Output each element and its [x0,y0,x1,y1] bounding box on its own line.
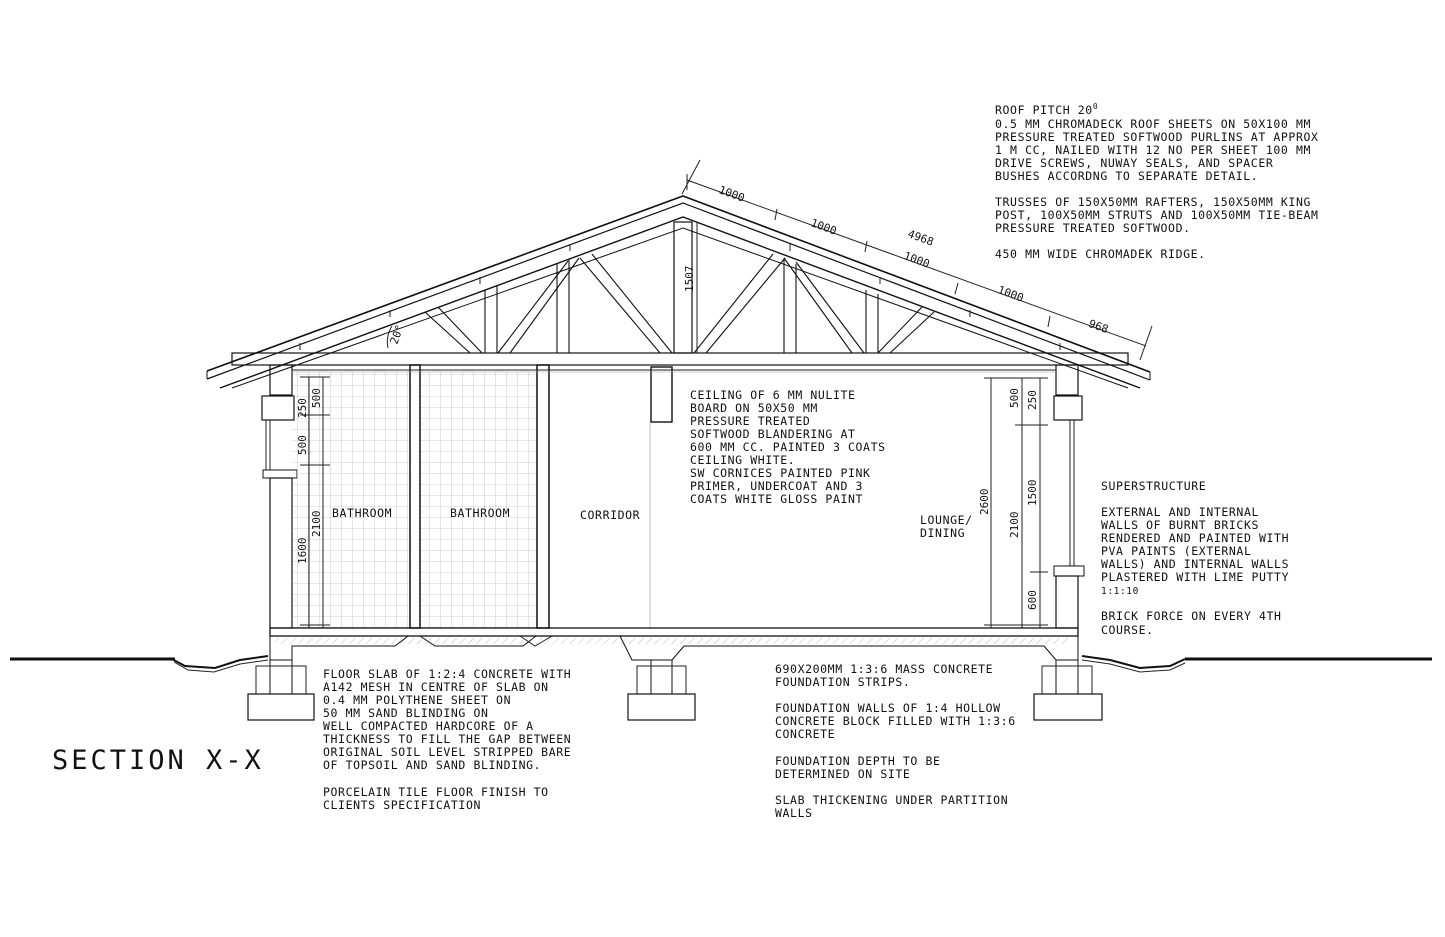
right-external-wall [1054,365,1084,628]
floor-notes: FLOOR SLAB OF 1:2:4 CONCRETE WITH A142 MESH IN CENTRE OF SLAB ON 0.4 MM POLYTHENE SHEET ON 50 MM SAND BLINDING ON WELL COMPACTED HARDCORE OF A THICKNESS TO FILL THE GAP BETWEEN ORIGINAL SOIL LEVEL STRIPPED BARE OF TOPSOIL AND SAND BLINDING. PORCELAIN TILE FLOOR FINISH TO CLIENTS SPECIFICATION [323,667,572,812]
dim-rafter-seg-2: 1000 [809,216,839,238]
room-label-lounge: LOUNGE/ DINING [920,513,973,540]
dim-rafter-seg-3: 1000 [902,249,932,271]
dim-right-1500: 1500 [1026,479,1039,506]
dim-right-2100: 2100 [1008,511,1021,538]
dim-left-500-top: 500 [310,388,323,408]
room-label-bathroom-2: BATHROOM [450,506,511,520]
foundation-right [1034,660,1102,720]
dim-left-1600: 1600 [296,537,309,564]
dim-pitch-angle: 20° [387,322,407,347]
left-external-wall [262,365,297,628]
dim-rafter-seg-1: 1000 [717,183,747,205]
dim-rafter-seg-5: 968 [1086,317,1111,337]
foundation-notes: 690X200MM 1:3:6 MASS CONCRETE FOUNDATION STRIPS. FOUNDATION WALLS OF 1:4 HOLLOW CONCRETE BLOCK FILLED WITH 1:3:6 CONCRETE FOUNDATION DEPTH TO BE DETERMINED ON SITE SLAB THICKENING UNDER PARTITION WALLS [775,662,1016,820]
dim-left-500-mid: 500 [296,435,309,455]
section-title: SECTION X-X [52,745,264,776]
dim-king-post: 1507 [683,265,696,292]
internal-walls [292,365,1056,628]
dim-left-2100: 2100 [310,510,323,537]
ground-line [10,656,1432,672]
superstructure-notes: SUPERSTRUCTURE EXTERNAL AND INTERNAL WALLS OF BURNT BRICKS RENDERED AND PAINTED WITH PVA PAINTS (EXTERNAL WALLS) AND INTERNAL WALLS PLASTERED WITH LIME PUTTY 1:1:10 BRICK FORCE ON EVERY 4TH COURSE. [1101,479,1290,637]
room-label-bathroom-1: BATHROOM [332,506,393,520]
dim-right-250: 250 [1026,390,1039,410]
roof-pitch-superscript: 0 [1092,102,1099,111]
roof-notes: ROOF PITCH $20^0$ 0.5 MM CHROMADECK ROOF SHEETS ON 50X100 MM PRESSURE TREATED SOFTWOOD PURLINS AT APPROX 1 M CC, NAILED WITH 12 NO PER SHEET 100 MM DRIVE SCREWS, NUWAY SEALS, AND SPACER BUSHES ACCORDNG TO SEPARATE DETAIL. TRUSSES OF 150X50MM RAFTERS, 150X50MM KING POST, 100X50MM STRUTS AND 100X50MM TIE-BEAM PRESSURE TREATED SOFTWOOD. 450 MM WIDE CHROMADEK RIDGE. [995,102,1319,261]
floor-slab [270,628,1078,660]
dim-right-2600: 2600 [978,488,991,515]
room-label-corridor: CORRIDOR [580,508,641,522]
ceiling-notes: CEILING OF 6 MM NULITE BOARD ON 50X50 MM PRESSURE TREATED SOFTWOOD BLANDERING AT 600 MM CC. PAINTED 3 COATS CEILING WHITE. SW CORNICES PAINTED PINK PRIMER, UNDERCOAT AND 3 COATS WHITE GLOSS PAINT [690,388,886,506]
dim-right-500: 500 [1008,388,1021,408]
dim-rafter-total: 4968 [906,227,936,249]
foundation-left [248,660,314,720]
dim-rafter-seg-4: 1000 [996,283,1026,305]
dim-right-600: 600 [1026,590,1039,610]
dim-left-250: 250 [296,398,309,418]
foundation-middle [628,660,695,720]
